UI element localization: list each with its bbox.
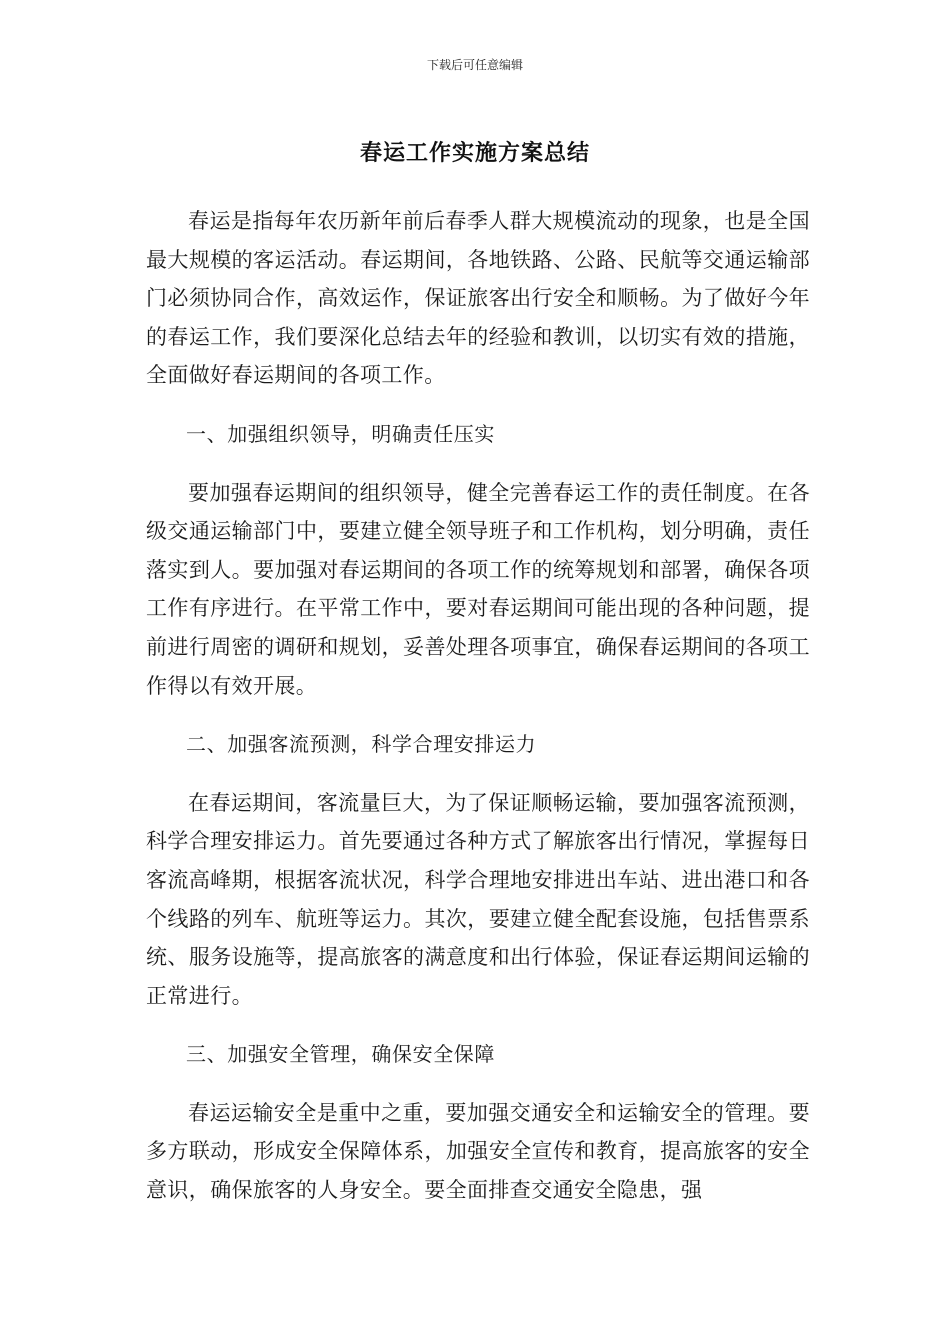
paragraph-section-3: 春运运输安全是重中之重，要加强交通安全和运输安全的管理。要多方联动，形成安全保障体系，加强安全宣传和教育，提高旅客的安全意识，确保旅客的人身安全。要全面排查交通安全隐患，强 [146, 1100, 810, 1203]
section-heading-3: 三、加强安全管理，确保安全保障 [186, 1042, 495, 1067]
paragraph-section-1: 要加强春运期间的组织领导，健全完善春运工作的责任制度。在各级交通运输部门中，要建立健全领导班子和工作机构，划分明确，责任落实到人。要加强对春运期间的各项工作的统筹规划和部署，确保各项工作有序进行。在平常工作中，要对春运期间可能出现的各种问题，提前进行周密的调研和规划，妥善处理各项事宜，确保春运期间的各项工作得以有效开展。 [146, 480, 810, 698]
section-heading-1: 一、加强组织领导，明确责任压实 [186, 421, 495, 446]
paragraph-intro: 春运是指每年农历新年前后春季人群大规模流动的现象，也是全国最大规模的客运活动。春运期间，各地铁路、公路、民航等交通运输部门必须协同合作，高效运作，保证旅客出行安全和顺畅。为了做好今年的春运工作，我们要深化总结去年的经验和教训，以切实有效的措施，全面做好春运期间的各项工作。 [146, 209, 810, 388]
section-heading-2: 二、加强客流预测，科学合理安排运力 [186, 732, 537, 757]
document-title: 春运工作实施方案总结 [359, 141, 590, 166]
paragraph-section-2: 在春运期间，客流量巨大，为了保证顺畅运输，要加强客流预测，科学合理安排运力。首先要通过各种方式了解旅客出行情况，掌握每日客流高峰期，根据客流状况，科学合理地安排进出车站、进出港口和各个线路的列车、航班等运力。其次，要建立健全配套设施，包括售票系统、服务设施等，提高旅客的满意度和出行体验，保证春运期间运输的正常进行。 [146, 790, 810, 1008]
header-note: 下载后可任意编辑 [426, 58, 523, 72]
document-body [146, 202, 810, 1230]
